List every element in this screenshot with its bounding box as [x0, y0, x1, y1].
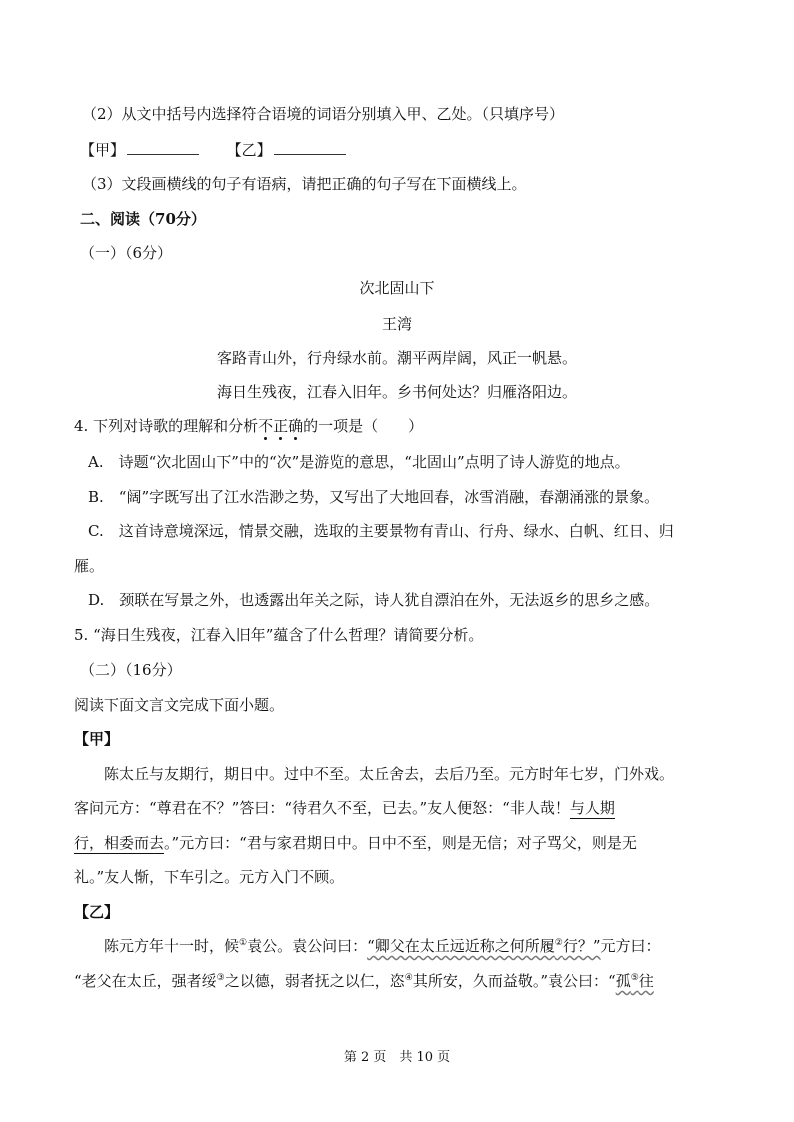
instruction: 阅读下面文言文完成下面小题。	[74, 696, 285, 714]
wavy-underlined-sentence	[616, 972, 654, 990]
part-2-heading: （二）（16分）	[80, 661, 182, 679]
question-3: （3）文段画横线的句子有语病，请把正确的句子写在下面横线上。	[82, 175, 527, 193]
blank-yi-line	[274, 140, 346, 155]
passage-jia-line-1: 陈太丘与友期行，期日中。过中不至。太丘舍去，去后乃至。元方时年七岁，门外戏。	[104, 765, 675, 783]
passage-yi-line-1	[104, 936, 661, 956]
footnote-marker: ⑤	[630, 973, 639, 983]
footnote-marker: ①	[239, 938, 248, 948]
underlined-sentence: 与人期	[569, 799, 615, 817]
emphasis-char: 正	[273, 417, 289, 435]
passage-yi-line-2	[74, 971, 654, 991]
section-2-heading: 二、阅读（70分）	[80, 210, 206, 228]
text-span: 元方曰：	[600, 937, 661, 955]
text-span: 其所安，久而益敬。”袁公曰：“	[412, 972, 616, 990]
answer-blanks	[80, 140, 346, 160]
footnote-marker: ②	[554, 938, 563, 948]
footnote-marker: ④	[404, 973, 413, 983]
blank-jia-label: 【甲】	[80, 141, 126, 159]
passage-jia-label: 【甲】	[74, 730, 120, 748]
blank-jia-line	[127, 140, 199, 155]
blank-yi-label: 【乙】	[226, 141, 272, 159]
question-4-end: 的一项是（ ）	[303, 417, 424, 435]
question-4-stem: 4. 下列对诗歌的理解和分析	[74, 417, 259, 435]
text-span: 袁公。袁公问曰：	[247, 937, 368, 955]
poem-title: 次北固山下	[359, 279, 435, 297]
question-2: （2）从文中括号内选择符合语境的词语分别填入甲、乙处。（只填序号）	[82, 105, 565, 123]
passage-jia-line-4: 礼。”友人惭，下车引之。元方入门不顾。	[74, 868, 345, 886]
text-span: 。”元方曰：“君与家君期日中。日中不至，则是无信；对子骂父，则是无	[164, 834, 637, 852]
emphasis-char: 确	[288, 417, 304, 435]
option-d: D. 颈联在写景之外，也透露出年关之际，诗人犹自漂泊在外，无法返乡的思乡之感。	[88, 591, 660, 609]
option-c: C. 这首诗意境深远，情景交融，选取的主要景物有青山、行舟、绿水、白帆、红日、归	[88, 522, 674, 540]
passage-yi-label: 【乙】	[74, 903, 120, 921]
poem-line-2: 海日生残夜，江春入旧年。乡书何处达？归雁洛阳边。	[216, 383, 577, 401]
text-span: “卿父在太丘远近称之何所履	[367, 937, 555, 955]
poem-author: 王湾	[381, 315, 412, 333]
emphasis-char: 不	[258, 417, 274, 435]
option-b: B. “阔”字既写出了江水浩渺之势，又写出了大地回春，冰雪消融，春潮涌涨的景象。	[88, 488, 660, 506]
text-span: 之以德，弱者抚之以仁，恣	[224, 972, 405, 990]
text-span: 往	[638, 972, 654, 990]
question-4	[74, 416, 423, 436]
poem-line-1: 客路青山外，行舟绿水前。潮平两岸阔，风正一帆悬。	[216, 349, 577, 367]
text-span: “老父在太丘，强者绥	[74, 972, 217, 990]
option-a: A. 诗题“次北固山下”中的“次”是游览的意思，“北固山”点明了诗人游览的地点。	[88, 453, 630, 471]
text-span: 孤	[615, 972, 631, 990]
text-span: 客问元方：“尊君在不？”答曰：“待君久不至，已去。”友人便怒：“非人哉！	[74, 799, 570, 817]
question-5: 5. “海日生残夜，江春入旧年”蕴含了什么哲理？请简要分析。	[74, 626, 484, 644]
text-span: 行？”	[562, 937, 601, 955]
text-span: 陈元方年十一时，候	[104, 937, 240, 955]
passage-jia-line-2	[74, 798, 615, 818]
part-1-heading: （一）（6分）	[80, 244, 173, 262]
page-footer: 第 2 页 共 10 页	[343, 1050, 451, 1065]
passage-jia-line-3	[74, 833, 637, 853]
footnote-marker: ③	[216, 973, 225, 983]
option-c-cont: 雁。	[74, 557, 105, 575]
underlined-sentence: 行，相委而去	[74, 834, 165, 852]
wavy-underlined-sentence	[367, 937, 600, 955]
